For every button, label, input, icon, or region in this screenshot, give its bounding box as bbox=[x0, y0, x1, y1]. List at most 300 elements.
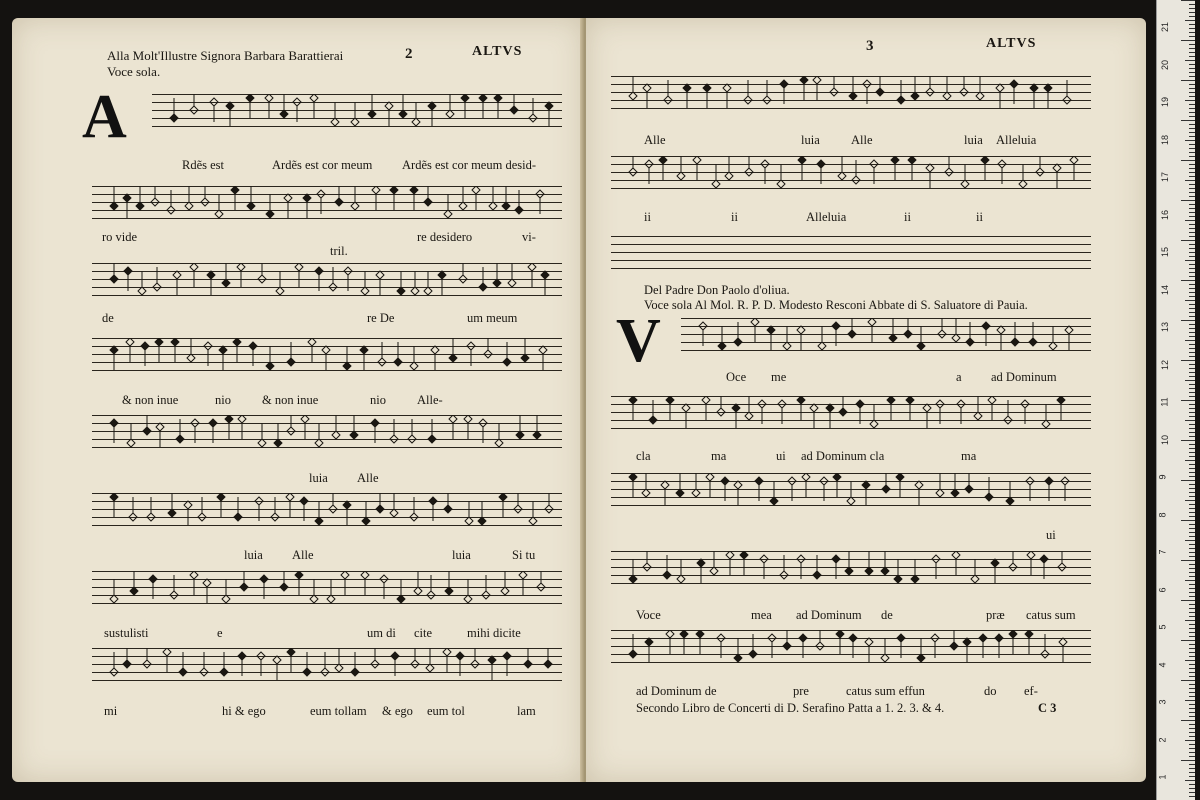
lyric: ii bbox=[976, 210, 983, 224]
left-dedication: Alla Molt'Illustre Signora Barbara Barattierai bbox=[107, 48, 344, 63]
note-head bbox=[149, 575, 157, 583]
note-head bbox=[1019, 180, 1027, 188]
lyric: ii bbox=[731, 210, 738, 224]
ruler-tick bbox=[1185, 660, 1195, 661]
ruler-tick bbox=[1189, 292, 1195, 293]
ruler-tick bbox=[1189, 636, 1195, 637]
ruler-tick bbox=[1189, 632, 1195, 633]
note-head bbox=[849, 634, 857, 642]
lyric: ii bbox=[644, 210, 651, 224]
note-head bbox=[845, 567, 853, 575]
note-head bbox=[1070, 156, 1078, 164]
note-head bbox=[1027, 551, 1035, 559]
note-head bbox=[1057, 396, 1065, 404]
note-head bbox=[255, 497, 263, 505]
note-head bbox=[187, 354, 195, 362]
ruler-tick bbox=[1189, 408, 1195, 409]
note-head bbox=[529, 517, 537, 525]
note-head bbox=[911, 92, 919, 100]
note-head bbox=[734, 654, 742, 662]
note-head bbox=[332, 431, 340, 439]
note-head bbox=[315, 267, 323, 275]
ruler-tick bbox=[1189, 364, 1195, 365]
ruler-tick bbox=[1189, 716, 1195, 717]
ruler-tick bbox=[1189, 788, 1195, 789]
note-head bbox=[659, 156, 667, 164]
note-head bbox=[906, 396, 914, 404]
ruler-tick bbox=[1185, 540, 1195, 541]
ruler-tick bbox=[1189, 488, 1195, 489]
staff-r1 bbox=[611, 76, 1091, 110]
note-head bbox=[865, 567, 873, 575]
lyric: Ardẽs est cor meum bbox=[272, 158, 373, 172]
lyric: tril. bbox=[330, 244, 348, 258]
note-head bbox=[276, 287, 284, 295]
ruler-tick bbox=[1189, 16, 1195, 17]
note-head bbox=[344, 267, 352, 275]
ruler-number: 5 bbox=[1157, 624, 1168, 630]
ruler-tick bbox=[1181, 400, 1195, 401]
note-head bbox=[190, 106, 198, 114]
note-head bbox=[936, 489, 944, 497]
note-head bbox=[215, 210, 223, 218]
note-head bbox=[362, 517, 370, 525]
ruler-tick bbox=[1189, 424, 1195, 425]
ruler-tick bbox=[1185, 220, 1195, 221]
note-head bbox=[371, 660, 379, 668]
staff-l2 bbox=[92, 186, 562, 220]
ruler-tick bbox=[1189, 732, 1195, 733]
note-head bbox=[915, 481, 923, 489]
note-head bbox=[155, 338, 163, 346]
ruler-tick bbox=[1189, 284, 1195, 285]
ruler-tick bbox=[1189, 524, 1195, 525]
note-head bbox=[950, 642, 958, 650]
note-head bbox=[503, 652, 511, 660]
note-head bbox=[123, 660, 131, 668]
ruler-tick bbox=[1185, 740, 1195, 741]
note-head bbox=[891, 156, 899, 164]
note-head bbox=[368, 110, 376, 118]
ruler-tick bbox=[1189, 256, 1195, 257]
ruler-number: 19 bbox=[1160, 96, 1171, 108]
note-head bbox=[981, 156, 989, 164]
note-head bbox=[645, 638, 653, 646]
note-head bbox=[868, 318, 876, 326]
ruler-tick bbox=[1189, 152, 1195, 153]
note-head bbox=[127, 439, 135, 447]
lyric: pre bbox=[793, 684, 809, 698]
note-head bbox=[203, 579, 211, 587]
note-head bbox=[863, 80, 871, 88]
note-head bbox=[284, 194, 292, 202]
note-head bbox=[372, 186, 380, 194]
note-head bbox=[394, 358, 402, 366]
note-head bbox=[329, 505, 337, 513]
note-heads bbox=[92, 186, 562, 220]
lyric: & non inue bbox=[122, 393, 179, 407]
note-head bbox=[1029, 338, 1037, 346]
note-head bbox=[273, 656, 281, 664]
note-head bbox=[856, 400, 864, 408]
ruler-tick bbox=[1189, 272, 1195, 273]
ruler-tick bbox=[1189, 552, 1195, 553]
note-head bbox=[129, 513, 137, 521]
note-head bbox=[233, 338, 241, 346]
note-head bbox=[545, 102, 553, 110]
ruler-tick bbox=[1189, 744, 1195, 745]
ruler-tick bbox=[1189, 404, 1195, 405]
note-head bbox=[503, 358, 511, 366]
note-head bbox=[749, 650, 757, 658]
lyric: Alle bbox=[644, 133, 666, 147]
note-head bbox=[501, 587, 509, 595]
note-head bbox=[917, 654, 925, 662]
note-head bbox=[703, 84, 711, 92]
ruler-tick bbox=[1189, 576, 1195, 577]
note-head bbox=[479, 283, 487, 291]
staff-r3-empty bbox=[611, 236, 1091, 270]
lyric: ma bbox=[961, 449, 977, 463]
ruler-tick bbox=[1189, 32, 1195, 33]
note-head bbox=[832, 322, 840, 330]
note-heads bbox=[611, 396, 1091, 430]
note-head bbox=[147, 513, 155, 521]
ruler-number: 1 bbox=[1157, 774, 1168, 780]
ruler-tick bbox=[1189, 148, 1195, 149]
ruler-tick bbox=[1189, 116, 1195, 117]
note-head bbox=[816, 642, 824, 650]
lyric: & non inue bbox=[262, 393, 319, 407]
ruler-tick bbox=[1189, 248, 1195, 249]
lyric: ii bbox=[904, 210, 911, 224]
note-head bbox=[889, 334, 897, 342]
note-head bbox=[1009, 630, 1017, 638]
note-head bbox=[838, 172, 846, 180]
lyric: mi bbox=[104, 704, 118, 718]
note-heads bbox=[611, 630, 1091, 664]
lyric: catus sum bbox=[1026, 608, 1076, 622]
ruler-tick bbox=[1189, 64, 1195, 65]
note-head bbox=[222, 595, 230, 603]
note-head bbox=[335, 664, 343, 672]
ruler-tick bbox=[1181, 280, 1195, 281]
note-head bbox=[818, 342, 826, 350]
note-head bbox=[839, 408, 847, 416]
note-head bbox=[408, 435, 416, 443]
note-head bbox=[539, 346, 547, 354]
footer-title: Secondo Libro de Concerti di D. Serafino Patta a 1. 2. 3. & 4. bbox=[636, 701, 945, 715]
ruler-tick bbox=[1189, 484, 1195, 485]
note-head bbox=[508, 279, 516, 287]
ruler-tick bbox=[1181, 160, 1195, 161]
note-head bbox=[247, 202, 255, 210]
note-head bbox=[931, 634, 939, 642]
note-heads bbox=[611, 156, 1091, 190]
note-head bbox=[266, 362, 274, 370]
staff-l7 bbox=[92, 571, 562, 605]
lyric: ui bbox=[1046, 528, 1056, 542]
note-head bbox=[797, 396, 805, 404]
note-head bbox=[904, 330, 912, 338]
note-head bbox=[712, 180, 720, 188]
note-head bbox=[238, 415, 246, 423]
note-head bbox=[329, 283, 337, 291]
ruler-tick bbox=[1185, 460, 1195, 461]
note-head bbox=[1059, 638, 1067, 646]
note-head bbox=[185, 202, 193, 210]
note-head bbox=[926, 88, 934, 96]
lyric: ad Dominum bbox=[796, 608, 862, 622]
note-head bbox=[335, 198, 343, 206]
note-head bbox=[321, 668, 329, 676]
note-head bbox=[740, 551, 748, 559]
ruler-tick bbox=[1189, 192, 1195, 193]
note-head bbox=[820, 477, 828, 485]
note-head bbox=[445, 587, 453, 595]
note-head bbox=[459, 202, 467, 210]
ruler-tick bbox=[1189, 312, 1195, 313]
ruler-tick bbox=[1189, 508, 1195, 509]
ruler-tick bbox=[1189, 268, 1195, 269]
ruler-tick bbox=[1189, 536, 1195, 537]
note-head bbox=[516, 431, 524, 439]
attribution: Del Padre Don Paolo d'oliua. bbox=[644, 283, 790, 297]
ruler-tick bbox=[1189, 688, 1195, 689]
note-head bbox=[952, 334, 960, 342]
note-head bbox=[438, 271, 446, 279]
note-head bbox=[464, 595, 472, 603]
ruler-tick bbox=[1185, 420, 1195, 421]
note-head bbox=[763, 96, 771, 104]
note-head bbox=[110, 202, 118, 210]
note-head bbox=[528, 263, 536, 271]
note-head bbox=[449, 354, 457, 362]
right-initial-letter: V bbox=[616, 307, 661, 375]
right-page bbox=[586, 18, 1146, 782]
note-head bbox=[783, 342, 791, 350]
ruler-tick bbox=[1189, 44, 1195, 45]
note-head bbox=[488, 656, 496, 664]
note-head bbox=[317, 190, 325, 198]
note-head bbox=[124, 267, 132, 275]
note-head bbox=[351, 202, 359, 210]
note-head bbox=[110, 668, 118, 676]
note-head bbox=[744, 96, 752, 104]
note-head bbox=[351, 118, 359, 126]
ruler-tick bbox=[1189, 172, 1195, 173]
ruler-tick bbox=[1189, 736, 1195, 737]
lyric: nio bbox=[215, 393, 231, 407]
note-head bbox=[997, 326, 1005, 334]
note-heads bbox=[611, 473, 1091, 507]
note-head bbox=[976, 92, 984, 100]
ruler-tick bbox=[1189, 596, 1195, 597]
ruler-tick bbox=[1189, 412, 1195, 413]
lyric: ma bbox=[711, 449, 727, 463]
note-head bbox=[830, 88, 838, 96]
ruler-tick bbox=[1189, 752, 1195, 753]
ruler-tick bbox=[1189, 432, 1195, 433]
note-head bbox=[755, 477, 763, 485]
note-head bbox=[427, 591, 435, 599]
ruler-tick bbox=[1189, 196, 1195, 197]
note-head bbox=[926, 164, 934, 172]
lyric: præ bbox=[986, 608, 1005, 622]
lyric: re desidero bbox=[417, 230, 473, 244]
ruler-tick bbox=[1189, 436, 1195, 437]
note-head bbox=[960, 88, 968, 96]
note-head bbox=[519, 571, 527, 579]
staff-l1 bbox=[152, 94, 562, 128]
lyric: re De bbox=[367, 311, 395, 325]
note-head bbox=[1042, 420, 1050, 428]
ruler-tick bbox=[1181, 560, 1195, 561]
ruler-tick bbox=[1189, 572, 1195, 573]
lyric: de bbox=[881, 608, 893, 622]
note-head bbox=[410, 513, 418, 521]
ruler-tick bbox=[1189, 568, 1195, 569]
ruler-tick bbox=[1189, 768, 1195, 769]
ruler-tick bbox=[1185, 620, 1195, 621]
ruler-tick bbox=[1185, 380, 1195, 381]
lyric: mea bbox=[751, 608, 772, 622]
note-head bbox=[123, 194, 131, 202]
note-head bbox=[985, 493, 993, 501]
note-head bbox=[717, 634, 725, 642]
note-head bbox=[343, 362, 351, 370]
ruler-tick bbox=[1189, 584, 1195, 585]
ruler-tick bbox=[1189, 672, 1195, 673]
lyric: Alle bbox=[357, 471, 379, 485]
staff-l6 bbox=[92, 493, 562, 527]
lyric: Oce bbox=[726, 370, 747, 384]
note-head bbox=[331, 118, 339, 126]
note-head bbox=[629, 396, 637, 404]
ruler-tick bbox=[1189, 504, 1195, 505]
note-head bbox=[300, 497, 308, 505]
note-head bbox=[141, 342, 149, 350]
note-head bbox=[260, 575, 268, 583]
ruler-number: 9 bbox=[1157, 474, 1168, 480]
lyric: ui bbox=[776, 449, 786, 463]
note-head bbox=[410, 362, 418, 370]
note-head bbox=[870, 420, 878, 428]
note-head bbox=[1045, 477, 1053, 485]
note-head bbox=[170, 591, 178, 599]
note-head bbox=[1065, 326, 1073, 334]
note-head bbox=[410, 186, 418, 194]
ruler-tick bbox=[1189, 368, 1195, 369]
book-spread bbox=[8, 18, 1138, 782]
note-heads bbox=[152, 94, 562, 128]
ruler-tick bbox=[1189, 72, 1195, 73]
ruler-tick bbox=[1189, 564, 1195, 565]
lyric: luia bbox=[801, 133, 820, 147]
ruler-tick bbox=[1189, 448, 1195, 449]
note-head bbox=[882, 485, 890, 493]
ruler-tick bbox=[1189, 652, 1195, 653]
note-head bbox=[783, 642, 791, 650]
note-head bbox=[443, 648, 451, 656]
note-head bbox=[629, 168, 637, 176]
note-head bbox=[683, 84, 691, 92]
ruler-tick bbox=[1181, 80, 1195, 81]
note-head bbox=[456, 652, 464, 660]
note-head bbox=[168, 509, 176, 517]
note-head bbox=[917, 342, 925, 350]
ruler-tick bbox=[1181, 720, 1195, 721]
note-head bbox=[770, 497, 778, 505]
note-head bbox=[971, 575, 979, 583]
ruler-tick bbox=[1189, 756, 1195, 757]
note-head bbox=[322, 346, 330, 354]
note-head bbox=[881, 567, 889, 575]
note-head bbox=[238, 652, 246, 660]
ruler-tick bbox=[1189, 236, 1195, 237]
ruler-tick bbox=[1189, 208, 1195, 209]
note-head bbox=[1010, 80, 1018, 88]
note-head bbox=[710, 567, 718, 575]
note-head bbox=[813, 76, 821, 84]
lyric: lam bbox=[517, 704, 536, 718]
note-heads bbox=[92, 338, 562, 372]
note-head bbox=[237, 263, 245, 271]
ruler-tick bbox=[1189, 464, 1195, 465]
note-head bbox=[308, 338, 316, 346]
note-head bbox=[908, 156, 916, 164]
note-head bbox=[1036, 168, 1044, 176]
note-head bbox=[287, 648, 295, 656]
lyric: Ardẽs est cor meum desid- bbox=[402, 158, 536, 172]
note-head bbox=[996, 84, 1004, 92]
note-head bbox=[676, 489, 684, 497]
ruler-tick bbox=[1189, 176, 1195, 177]
note-heads bbox=[92, 648, 562, 682]
ruler-number: 13 bbox=[1160, 321, 1171, 333]
measurement-ruler bbox=[1156, 0, 1195, 800]
ruler-tick bbox=[1189, 76, 1195, 77]
ruler-tick bbox=[1189, 156, 1195, 157]
note-head bbox=[315, 517, 323, 525]
ruler-number: 15 bbox=[1160, 246, 1171, 258]
ruler-tick bbox=[1189, 184, 1195, 185]
ruler-tick bbox=[1189, 516, 1195, 517]
ruler-tick bbox=[1189, 556, 1195, 557]
ruler-tick bbox=[1189, 244, 1195, 245]
note-head bbox=[1044, 84, 1052, 92]
ruler-tick bbox=[1189, 348, 1195, 349]
note-head bbox=[870, 160, 878, 168]
note-head bbox=[341, 571, 349, 579]
ruler-tick bbox=[1189, 188, 1195, 189]
ruler-tick bbox=[1189, 548, 1195, 549]
ruler-tick bbox=[1181, 360, 1195, 361]
ruler-tick bbox=[1189, 588, 1195, 589]
note-head bbox=[666, 396, 674, 404]
note-heads bbox=[92, 263, 562, 297]
note-head bbox=[444, 210, 452, 218]
note-head bbox=[767, 326, 775, 334]
ruler-tick bbox=[1189, 592, 1195, 593]
note-head bbox=[110, 275, 118, 283]
lyric: luia bbox=[309, 471, 328, 485]
ruler-tick bbox=[1189, 68, 1195, 69]
ruler-tick bbox=[1189, 648, 1195, 649]
lyric: luia bbox=[244, 548, 263, 562]
note-head bbox=[240, 583, 248, 591]
note-head bbox=[979, 634, 987, 642]
